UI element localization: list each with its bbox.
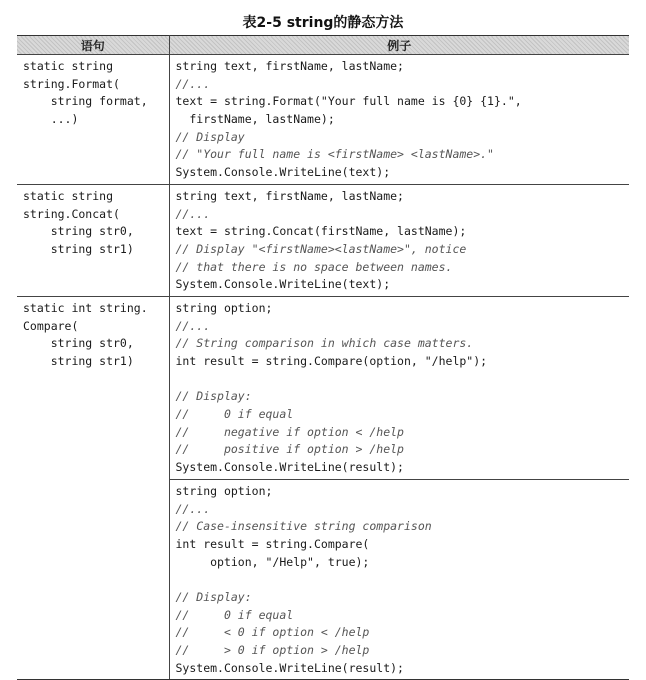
code-line: string option; [175, 300, 273, 315]
code-line [176, 371, 624, 389]
code-comment-line: // Display: [175, 389, 252, 404]
code-line: firstName, lastName); [175, 112, 335, 127]
code-comment-line: // Case-insensitive string comparison [175, 519, 432, 534]
statement-line: string.Concat( [23, 206, 120, 221]
code-line: System.Console.WriteLine(result); [175, 460, 404, 475]
statement-line: static string [23, 188, 114, 203]
code-line: System.Console.WriteLine(result); [175, 660, 404, 675]
example-cell [169, 55, 629, 185]
code-line: option, "/Help", true); [175, 554, 370, 569]
statement-line: ...) [23, 112, 79, 127]
code-comment-line: // 0 if equal [175, 607, 294, 622]
table-caption: 表2-5 string的静态方法 [242, 15, 404, 31]
code-line: string text, firstName, lastName; [175, 59, 404, 73]
statement-line: static string [23, 59, 114, 73]
code-line: int result = string.Compare( [175, 536, 370, 551]
table-row [17, 296, 629, 479]
table-row [17, 184, 629, 296]
header-statement: 语句 [17, 36, 169, 55]
statement-cell [17, 184, 169, 296]
header-example: 例子 [169, 36, 629, 55]
code-comment-line: // < 0 if option < /help [175, 625, 370, 640]
code-line: int result = string.Compare(option, "/help"); [175, 354, 488, 368]
code-comment-line: // positive if option > /help [175, 442, 404, 457]
code-comment-line: //... [175, 318, 211, 333]
statement-line: string str1) [23, 354, 134, 368]
statement-cell [17, 296, 169, 679]
statement-line: string.Format( [23, 76, 120, 91]
statement-line: string str0, [23, 336, 134, 351]
code-comment-line: //... [175, 501, 211, 516]
code-comment-line: // "Your full name is <firstName> <lastName>." [175, 147, 494, 162]
code-comment-line: // Display: [175, 589, 252, 604]
statement-line: Compare( [23, 318, 79, 333]
code-line: text = string.Format("Your full name is {0} {1}.", [175, 94, 522, 109]
example-cell [169, 184, 629, 296]
code-line: text = string.Concat(firstName, lastName); [175, 224, 467, 239]
code-comment-line: //... [175, 206, 211, 221]
code-comment-line: // negative if option < /help [175, 424, 404, 439]
code-comment-line: // String comparison in which case matters. [175, 336, 474, 351]
code-comment-line: //... [175, 76, 211, 91]
code-line: System.Console.WriteLine(text); [175, 165, 391, 180]
code-comment-line: // Display [175, 129, 245, 144]
code-line: string option; [175, 483, 273, 498]
table-body [17, 55, 629, 680]
example-cell [169, 479, 629, 680]
table-row [17, 55, 629, 185]
code-comment-line: // > 0 if option > /help [175, 643, 370, 657]
statement-line: string str1) [23, 241, 134, 256]
statement-cell [17, 55, 169, 185]
example-cell [169, 296, 629, 479]
statement-line: static int string. [23, 300, 148, 315]
statement-line: string str0, [23, 224, 134, 239]
statement-line: string format, [23, 94, 148, 109]
code-line: string text, firstName, lastName; [175, 188, 404, 203]
header-row [17, 36, 629, 55]
code-line: System.Console.WriteLine(text); [175, 277, 391, 292]
code-comment-line: // 0 if equal [175, 407, 294, 422]
code-comment-line: // that there is no space between names. [175, 259, 453, 274]
static-methods-table [17, 35, 629, 680]
code-line [176, 571, 624, 589]
code-comment-line: // Display "<firstName><lastName>", notice [175, 241, 467, 256]
